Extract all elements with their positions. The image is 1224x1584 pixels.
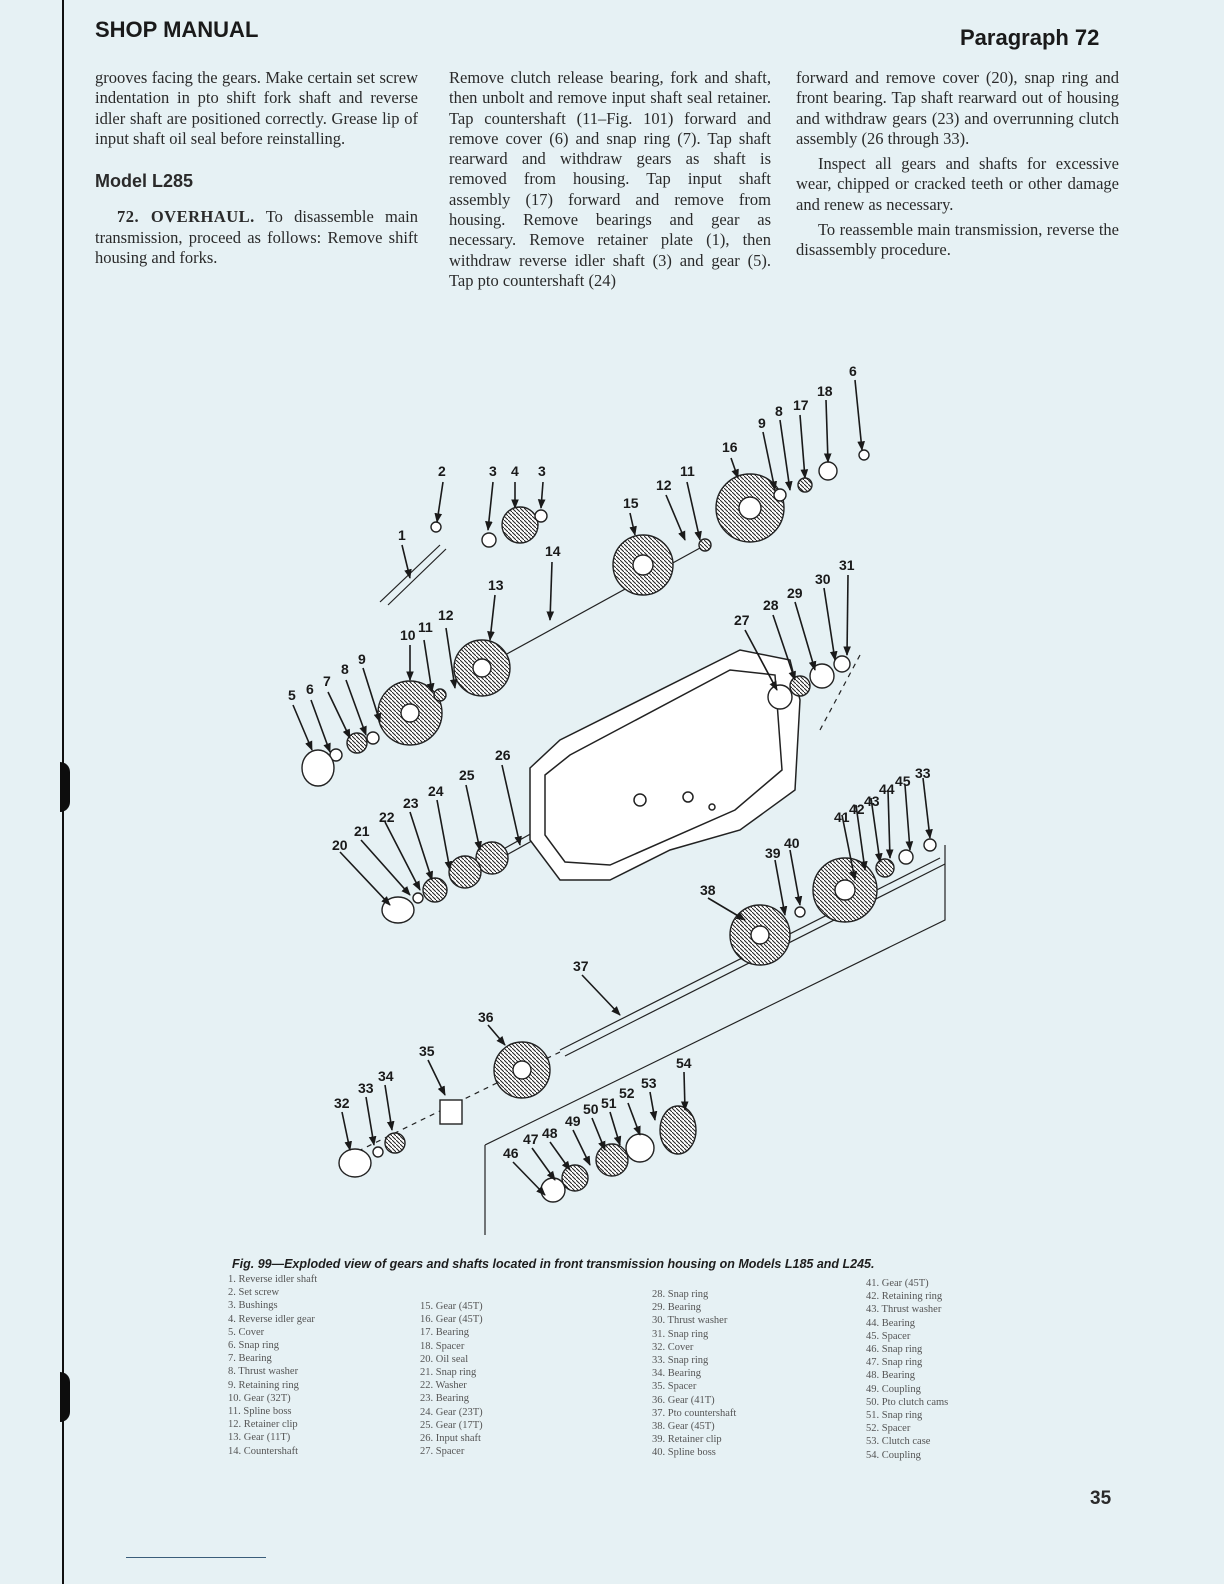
callout: 33 (358, 1080, 374, 1096)
callout: 24 (428, 783, 444, 799)
washer (413, 893, 423, 903)
coupling (596, 1144, 628, 1176)
callout: 13 (488, 577, 504, 593)
legend-item: 21. Snap ring (420, 1367, 477, 1379)
parts-legend-col-3 (652, 1288, 736, 1460)
callout: 44 (879, 781, 895, 797)
running-header-left: SHOP MANUAL (95, 17, 259, 42)
legend-item: 6. Snap ring (228, 1340, 280, 1352)
callout: 8 (341, 661, 349, 677)
callout: 6 (306, 681, 314, 697)
transmission-housing (530, 650, 800, 880)
bushing (482, 533, 496, 547)
legend-item: 15. Gear (45T) (420, 1301, 483, 1312)
paragraph: Inspect all gears and shafts for excessive wear, chipped or cracked teeth or other damage and renew as necessary. (796, 154, 1119, 214)
clutch-case (660, 1106, 696, 1154)
callout: 10 (400, 627, 416, 643)
thrust-washer (367, 732, 379, 744)
callout: 48 (542, 1125, 558, 1141)
legend-item: 50. Pto clutch cams (866, 1396, 949, 1408)
legend-item: 24. Gear (23T) (420, 1406, 483, 1418)
legend-item: 22. Washer (420, 1380, 467, 1392)
callout: 4 (511, 463, 519, 479)
callout: 47 (523, 1131, 539, 1147)
callout: 25 (459, 767, 475, 783)
callout: 31 (839, 557, 855, 573)
callout: 33 (915, 765, 931, 781)
callout: 5 (288, 687, 296, 703)
legend-item: 20. Oil seal (420, 1353, 469, 1365)
callout: 42 (849, 801, 865, 817)
legend-item: 9. Retaining ring (228, 1379, 299, 1391)
legend-item: 10. Gear (32T) (228, 1392, 291, 1404)
paragraph-text: To disassemble main transmission, proceed as follows: Remove shift housing and forks. (95, 207, 419, 268)
legend-item: 1. Reverse idler shaft (228, 1274, 318, 1285)
legend-item: 29. Bearing (652, 1302, 701, 1314)
page-number: 35 (1090, 1488, 1112, 1509)
legend-item: 17. Bearing (420, 1327, 469, 1339)
callout: 3 (489, 463, 497, 479)
parts-legend-col-2 (420, 1300, 483, 1458)
spline-boss (699, 539, 711, 551)
spline-boss (795, 907, 805, 917)
gear-24 (449, 856, 481, 888)
legend-item: 12. Retainer clip (228, 1419, 298, 1431)
callout: 6 (849, 363, 857, 379)
legend-item: 42. Retaining ring (866, 1291, 943, 1303)
legend-item: 40. Spline boss (652, 1447, 716, 1459)
legend-item: 39. Retainer clip (652, 1434, 722, 1446)
legend-item: 43. Thrust washer (866, 1304, 942, 1316)
snap-ring (834, 656, 850, 672)
legend-item: 47. Snap ring (866, 1357, 923, 1369)
legend-item: 45. Spacer (866, 1330, 911, 1342)
legend-item: 13. Gear (11T) (228, 1432, 291, 1444)
legend-item: 7. Bearing (228, 1353, 272, 1365)
legend-item: 41. Gear (45T) (866, 1278, 929, 1289)
callout: 22 (379, 809, 395, 825)
reverse-idler-shaft (388, 549, 446, 605)
callout: 21 (354, 823, 370, 839)
footer-rule (126, 1557, 266, 1558)
section-heading: Model L285 (95, 171, 194, 192)
paragraph: grooves facing the gears. Make certain set screw indentation in pto shift fork shaft and reverse idler shaft are positioned correctly. Grease lip of input shaft oil seal before reinstalling. (95, 68, 418, 148)
callout: 32 (334, 1095, 350, 1111)
running-header-right: Paragraph 72 (960, 25, 1100, 50)
legend-item: 54. Coupling (866, 1449, 921, 1461)
spacer-35 (440, 1100, 462, 1124)
spacer (899, 850, 913, 864)
paragraph: Remove clutch release bearing, fork and shaft, then unbolt and remove input shaft seal retainer. Tap countershaft (11–Fig. 101) forward and remove cover (6) and snap ring (7). Tap shaft rearward and withdraw gears as shaft is removed from housing. Tap input shaft assembly (17) forward and remove from housing. Remove bearings and gear as necessary. Remove retainer plate (1), then withdraw reverse idler shaft (3) and gear (5). Tap pto countershaft (24) (449, 68, 771, 290)
legend-item: 31. Snap ring (652, 1328, 709, 1340)
callout: 52 (619, 1085, 635, 1101)
callout: 1 (398, 527, 406, 543)
callout: 34 (378, 1068, 394, 1084)
legend-item: 35. Spacer (652, 1381, 697, 1393)
callout: 2 (438, 463, 446, 479)
clutch-cams (626, 1134, 654, 1162)
callout: 7 (323, 673, 331, 689)
snap-ring (924, 839, 936, 851)
callout: 26 (495, 747, 511, 763)
bearing (790, 676, 810, 696)
legend-item: 32. Cover (652, 1341, 694, 1353)
callout: 18 (817, 383, 833, 399)
bearing (876, 859, 894, 877)
reverse-idler-shaft (380, 545, 440, 602)
callout: 14 (545, 543, 561, 559)
legend-item: 30. Thrust washer (652, 1315, 728, 1327)
legend-item: 33. Snap ring (652, 1355, 709, 1367)
callout: 27 (734, 612, 750, 628)
callout: 41 (834, 809, 850, 825)
callout: 51 (601, 1095, 617, 1111)
legend-item: 18. Spacer (420, 1340, 465, 1352)
legend-item: 36. Gear (41T) (652, 1394, 715, 1406)
callout: 8 (775, 403, 783, 419)
legend-item: 34. Bearing (652, 1368, 701, 1380)
legend-item: 3. Bushings (228, 1300, 278, 1312)
cover (302, 750, 334, 786)
callout: 38 (700, 882, 716, 898)
bushing (535, 510, 547, 522)
callout: 35 (419, 1043, 435, 1059)
legend-item: 51. Snap ring (866, 1410, 923, 1422)
callout: 43 (864, 793, 880, 809)
bearing (385, 1133, 405, 1153)
callout: 36 (478, 1009, 494, 1025)
callout: 9 (758, 415, 766, 431)
legend-item: 46. Snap ring (866, 1344, 923, 1356)
callout: 30 (815, 571, 831, 587)
callout: 11 (680, 463, 695, 479)
legend-item: 44. Bearing (866, 1317, 915, 1329)
callout: 3 (538, 463, 546, 479)
legend-item: 48. Bearing (866, 1370, 915, 1382)
legend-item: 53. Clutch case (866, 1436, 931, 1448)
callout: 45 (895, 773, 911, 789)
bearing (798, 478, 812, 492)
callout: 17 (793, 397, 809, 413)
legend-item: 52. Spacer (866, 1423, 911, 1435)
legend-item: 5. Cover (228, 1326, 265, 1338)
legend-item: 27. Spacer (420, 1446, 465, 1458)
snap-ring (373, 1147, 383, 1157)
reverse-idler-gear (502, 507, 538, 543)
callout: 49 (565, 1113, 581, 1129)
callout: 23 (403, 795, 419, 811)
callout: 53 (641, 1075, 657, 1091)
snap-ring (541, 1178, 565, 1202)
callout: 29 (787, 585, 803, 601)
legend-item: 23. Bearing (420, 1393, 469, 1405)
legend-item: 8. Thrust washer (228, 1366, 299, 1378)
legend-item: 2. Set screw (228, 1287, 280, 1299)
callout: 20 (332, 837, 348, 853)
callout: 16 (722, 439, 738, 455)
callout: 12 (656, 477, 672, 493)
legend-item: 25. Gear (17T) (420, 1419, 483, 1431)
cover (339, 1149, 371, 1177)
bearing (347, 733, 367, 753)
legend-item: 28. Snap ring (652, 1289, 709, 1300)
callout: 15 (623, 495, 639, 511)
callout: 28 (763, 597, 779, 613)
legend-item: 38. Gear (45T) (652, 1421, 715, 1433)
snap-ring (859, 450, 869, 460)
parts-legend-col-1 (228, 1273, 317, 1458)
legend-item: 16. Gear (45T) (420, 1314, 483, 1326)
figure-caption: Fig. 99—Exploded view of gears and shafts located in front transmission housing on Models L185 and L245. (232, 1257, 875, 1271)
callout: 50 (583, 1101, 599, 1117)
parts-legend-col-4 (866, 1277, 948, 1462)
paragraph-title: 72. OVERHAUL. (117, 207, 255, 227)
callout: 12 (438, 607, 454, 623)
bearing (562, 1165, 588, 1191)
callout: 40 (784, 835, 800, 851)
legend-item: 26. Input shaft (420, 1433, 481, 1445)
callout: 37 (573, 958, 589, 974)
bearing (423, 878, 447, 902)
spacer (768, 685, 792, 709)
paragraph: forward and remove cover (20), snap ring and front bearing. Tap shaft rearward out of housing and withdraw gears (23) and overrunning clutch assembly (26 through 33). (796, 68, 1119, 148)
callout: 9 (358, 651, 366, 667)
washer (774, 489, 786, 501)
pto-clutch-frame (485, 845, 945, 1235)
legend-item: 11. Spline boss (228, 1406, 292, 1418)
legend-item: 4. Reverse idler gear (228, 1313, 315, 1325)
callout: 46 (503, 1145, 519, 1161)
callout: 39 (765, 845, 781, 861)
legend-item: 49. Coupling (866, 1383, 921, 1395)
callout: 11 (418, 619, 433, 635)
spacer (819, 462, 837, 480)
legend-item: 37. Pto countershaft (652, 1407, 737, 1419)
spline-boss (434, 689, 446, 701)
paragraph: To reassemble main transmission, reverse the disassembly procedure. (796, 220, 1119, 260)
legend-item: 14. Countershaft (228, 1445, 298, 1457)
set-screw (431, 522, 441, 532)
callout: 54 (676, 1055, 692, 1071)
